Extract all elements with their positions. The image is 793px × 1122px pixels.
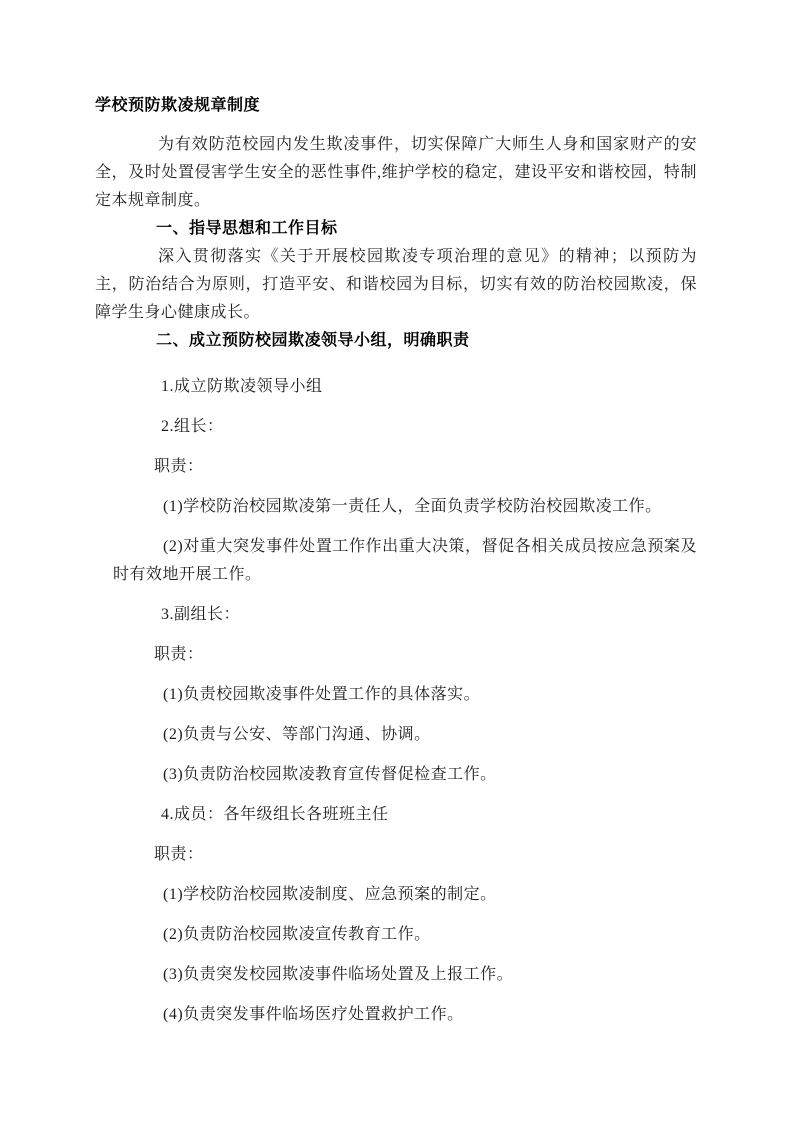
duty-item: (1)负责校园欺凌事件处置工作的具体落实。 [163,686,481,703]
intro-paragraph: 为有效防范校园内发生欺凌事件，切实保障广大师生人身和国家财产的安全，及时处置侵害学生安全的恶性事件,维护学校的稳定，建设平安和谐校园，特制定本规章制度。 [95,136,697,209]
list-item-2: 2.组长： [161,418,224,435]
duty-item: (3)负责防治校园欺凌教育宣传督促检查工作。 [163,766,497,783]
doc-title: 学校预防欺凌规章制度 [95,97,261,114]
list-item-1: 1.成立防欺凌领导小组 [161,378,323,395]
duty-item: (1)学校防治校园欺凌第一责任人，全面负责学校防治校园欺凌工作。 [163,498,662,515]
duty-item: (3)负责突发校园欺凌事件临场处置及上报工作。 [163,966,514,983]
list-item-3: 3.副组长： [161,606,241,623]
duty-item: (2)对重大突发事件处置工作作出重大决策，督促各相关成员按应急预案及时有效地开展工作。 [113,538,697,583]
section-1-paragraph: 深入贯彻落实《关于开展校园欺凌专项治理的意见》的精神；以预防为主，防治结合为原则，打造平安、和谐校园为目标，切实有效的防治校园欺凌，保障学生身心健康成长。 [95,248,697,321]
duties-label: 职责： [154,846,204,863]
duties-label: 职责： [154,646,204,663]
duties-label: 职责： [154,458,204,475]
duty-item: (1)学校防治校园欺凌制度、应急预案的制定。 [163,886,497,903]
section-1-heading: 一、指导思想和工作目标 [156,220,338,237]
list-item-4: 4.成员：各年级组长各班班主任 [161,806,389,823]
section-2-heading: 二、成立预防校园欺凌领导小组，明确职责 [156,332,470,349]
duty-item: (4)负责突发事件临场医疗处置救护工作。 [163,1006,464,1023]
duty-item: (2)负责与公安、等部门沟通、协调。 [163,726,431,743]
duty-item: (2)负责防治校园欺凌宣传教育工作。 [163,926,431,943]
